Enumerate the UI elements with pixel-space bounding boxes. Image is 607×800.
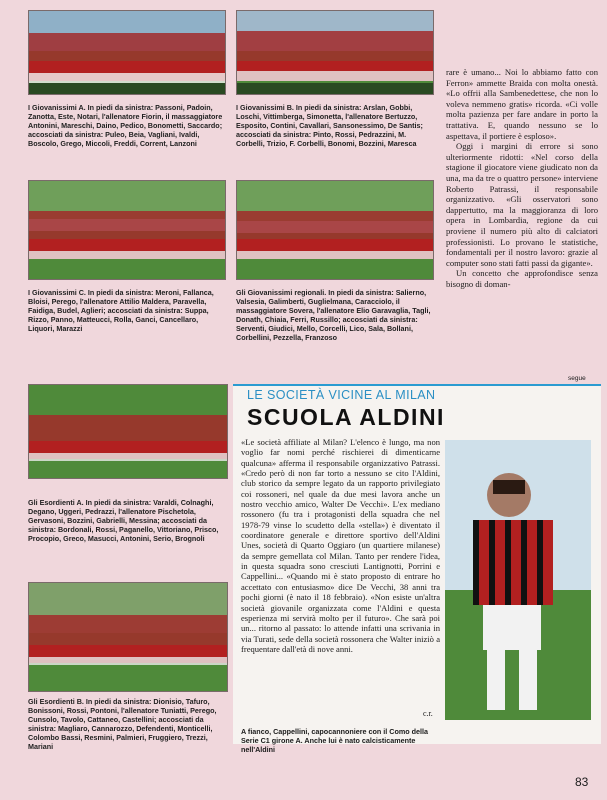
caption-esordienti-a: Gli Esordienti A. In piedi da sinistra: Varaldi, Colnaghi, Degano, Uggeri, Pedrazzi, l'allenatore Pischetola, Gervasoni, Bozzini, Gabrielli, Messina; accosciati da sinistra: Bordonali, Rossi, Paganello, Vittoriano, Prisco, Procopio, Greco, Masucci, Antonini, Serio, Brognoli	[28, 498, 219, 544]
feature-headline: SCUOLA ALDINI	[247, 404, 445, 430]
caption-giovanissimi-c: I Giovanissimi C. In piedi da sinistra: Meroni, Fallanca, Bloisi, Perego, l'allenatore Attilio Maldera, Paravella, Faidiga, Budel, Aglieri; accosciati da sinistra: Suppa, Rizzo, Panno, Matteucci, Rolla, Ganci, Cancellaro, Liquori, Marazzi	[28, 288, 214, 334]
photo-cappellini	[445, 440, 591, 720]
article-paragraph: Oggi i margini di errore si sono ulteriormente ridotti: «Nel corso della stagione il giocatore viene giudicato non da una, ma da tre o quattro persone» interviene Roberto Patrassi, il responsabile organizzativo. «Gli osservatori sono dappertutto, ma la maggioranza di loro opera in Lombardia, regione da cui proviene il numero più alto di calciatori professionisti. Lo provano le statistiche, fondamentali per il nostro lavoro: grazie al computer sono stati fatti passi da gigante».	[446, 141, 598, 268]
caption-giovanissimi-a: I Giovanissimi A. In piedi da sinistra: Passoni, Padoin, Zanotta, Este, Notari, l'allenatore Fiorin, il massaggiatore Antonini, Mareschi, Daino, Pedico, Bonometti, Saccardo; accosciati da sinistra: Puleo, Beia, Vagliani, Ivaldi, Boscolo, Grego, Miccoli, Freddi, Corrent, Lanzoni	[28, 103, 223, 149]
page-number: 83	[575, 775, 589, 789]
photo-esordienti-a	[28, 384, 228, 479]
continues-label: segue	[568, 375, 586, 382]
photo-giovanissimi-b	[236, 10, 434, 95]
photo-giovanissimi-a	[28, 10, 226, 95]
caption-esordienti-b: Gli Esordienti B. In piedi da sinistra: Dionisio, Tafuro, Bonissoni, Rossi, Pontoni, l'allenatore Tuniatti, Perego, Cunsolo, Tavolo, Cattaneo, Castellini; accosciati da sinistra: Magliaro, Cannarozzo, Defendenti, Monticelli, Colombo Bassi, Resmini, Palmieri, Fruggiero, Trezzi, Mariani	[28, 697, 217, 752]
caption-giovanissimi-regionali: Gli Giovanissimi regionali. In piedi da sinistra: Salierno, Valsesia, Galimberti, Guglielmana, Caracciolo, il massaggiatore Sovera, l'allenatore Elio Garavaglia, Tagli, Donath, Chiaia, Ferri, Russillo; accosciati da sinistra: Serventi, Giudici, Mello, Corcelli, Lico, Sala, Bollani, Corbellini, Pezzella, Franzoso	[236, 288, 431, 343]
article-paragraph: rare è umano... Noi lo abbiamo fatto con Ferron» ammette Braida con molta onestà. «Lo offrii alla Sambenedettese, che non lo voleva nemmeno gratis» ricorda. «Ci volle molta pazienza per fare andare in porto la trattativa. E, quando nessuno se lo aspettava, il portiere è esploso».	[446, 67, 598, 141]
article-right-column	[446, 67, 598, 289]
author-signature: c.r.	[423, 709, 433, 718]
feature-kicker: LE SOCIETÀ VICINE AL MILAN	[247, 388, 436, 402]
caption-cappellini: A fianco, Cappellini, capocannoniere con il Como della Serie C1 girone A. Anche lui è nato calcisticamente nell'Aldini	[241, 727, 429, 754]
photo-giovanissimi-regionali	[236, 180, 434, 280]
feature-body: «Le società affiliate al Milan? L'elenco è lungo, ma non voglio far nomi perché rischierei di dimenticarne qualcuna» afferma il responsabile organizzativo Patrassi. «Credo però di non far torto a nessuno se cito l'Aldini, club storico da sempre legato da un rapporto privilegiato coi rossoneri, nel quale da due mesi lavora anche un nostro vecchio amico, Walter De Vecchi». L'ex mediano rossonero (fu tra i protagonisti della squadra che nel 1978-79 vinse lo scudetto della «stella») è diventato il coordinatore generale e direttore sportivo dell'Aldini Unes, società di Quarto Oggiaro (un quartiere milanese) da sempre gemellata col Milan. Tanto per rendere l'idea, in questa squadra sono cresciuti Lantignotti, Porrini e Cappellini... «Quando mi è stato proposto di entrare ho accettato con entusiasmo» dice De Vecchi, 38 anni tra pochi giorni (è nato il 18 febbraio). «Non esiste un'altra società giovanile organizzata come l'Aldini e questa esperienza mi servirà molto per il futuro». Che sarà poi un... ritorno al passato: lo attende infatti una scrivania in via Turati, sede della società rossonera che Walter iniziò a frequentare dall'età di nove anni.	[241, 437, 440, 654]
caption-giovanissimi-b: I Giovanissimi B. In piedi da sinistra: Arslan, Gobbi, Loschi, Vittimberga, Simonetta, l'allenatore Bertuzzo, Esposito, Contini, Cavallari, Sansonessimo, De Santis; accosciati da sinistra: Pinto, Rossi, Pedrazzini, M. Corbelli, Trizio, F. Corbelli, Bonomi, Bozzini, Maresca	[236, 103, 423, 149]
photo-esordienti-b	[28, 582, 228, 692]
article-paragraph: Un concetto che approfondisce senza bisogno di doman-	[446, 268, 598, 289]
photo-giovanissimi-c	[28, 180, 226, 280]
